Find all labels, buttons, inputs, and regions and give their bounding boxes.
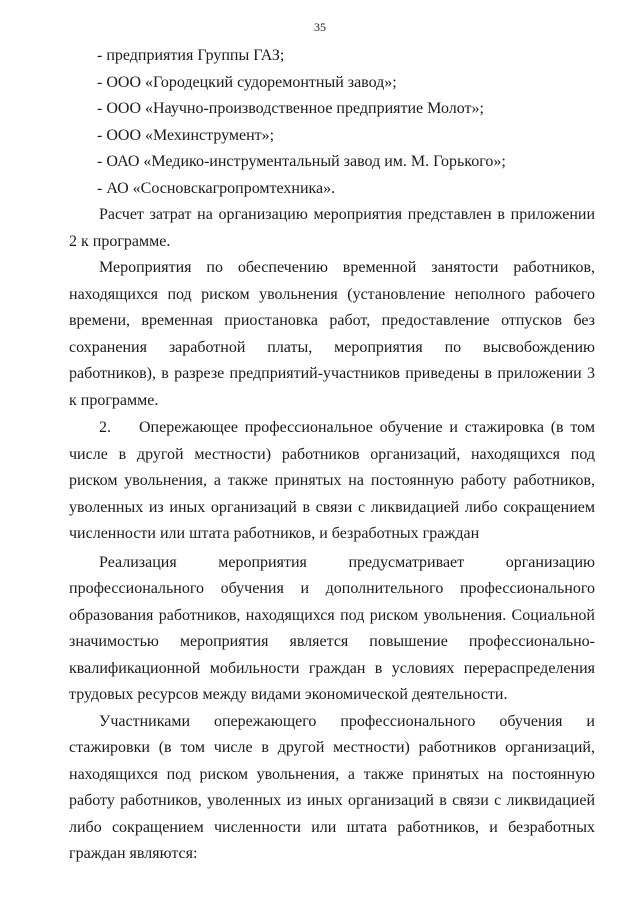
list-item: - предприятия Группы ГАЗ; — [97, 47, 285, 64]
paragraph-participants: Участниками опережающего профессионального обучения и стажировки (в том числе в другой местности) работников организаций, находящихся под риском увольнения, а также принятых на постоянную работу работников, уволенных из иных организаций в связи с ликвидацией либо сокращением численности или штата работников, и безработных граждан являются: — [69, 712, 595, 862]
list-item: - АО «Сосновскагропромтехника». — [97, 179, 336, 197]
list-item: - ООО «Научно-производственное предприятие Молот»; — [97, 100, 484, 117]
document-body — [69, 43, 595, 868]
page-number: 35 — [314, 20, 326, 34]
paragraph-temporary-employment: Мероприятия по обеспечению временной занятости работников, находящихся под риском увольнения (установление неполного рабочего времени, временная приостановка работ, предоставление отпусков без сохранения заработной платы, мероприятия по высвобождению работников), в разрезе предприятий-участников приведены в приложении 3 к программе. — [69, 259, 595, 409]
paragraph-cost-reference: Расчет затрат на организацию мероприятия представлен в приложении 2 к программе. — [69, 206, 595, 250]
list-item: - ОАО «Медико-инструментальный завод им. М. Горького»; — [97, 153, 506, 170]
enterprise-list — [69, 43, 595, 202]
list-item: - ООО «Мехинструмент»; — [97, 126, 275, 144]
section-heading — [69, 415, 595, 548]
section-number: 2. — [99, 419, 111, 436]
section-title: Опережающее профессиональное обучение и стажировка (в том числе в другой местности) работников организаций, находящихся под риском увольнения, а также принятых на постоянную работу работников, уволенных из иных организаций в связи с ликвидацией либо сокращением численности или штата работников, и безработных граждан — [69, 419, 595, 542]
list-item: - ООО «Городецкий судоремонтный завод»; — [97, 73, 397, 91]
paragraph-implementation: Реализация мероприятия предусматривает организацию профессионального обучения и дополнительного профессионального образования работников, находящихся под риском увольнения. Социальной значимостью мероприятия является повышение профессионально-квалификационной мобильности граждан в условиях перераспределения трудовых ресурсов между видами экономической деятельности. — [69, 553, 595, 703]
